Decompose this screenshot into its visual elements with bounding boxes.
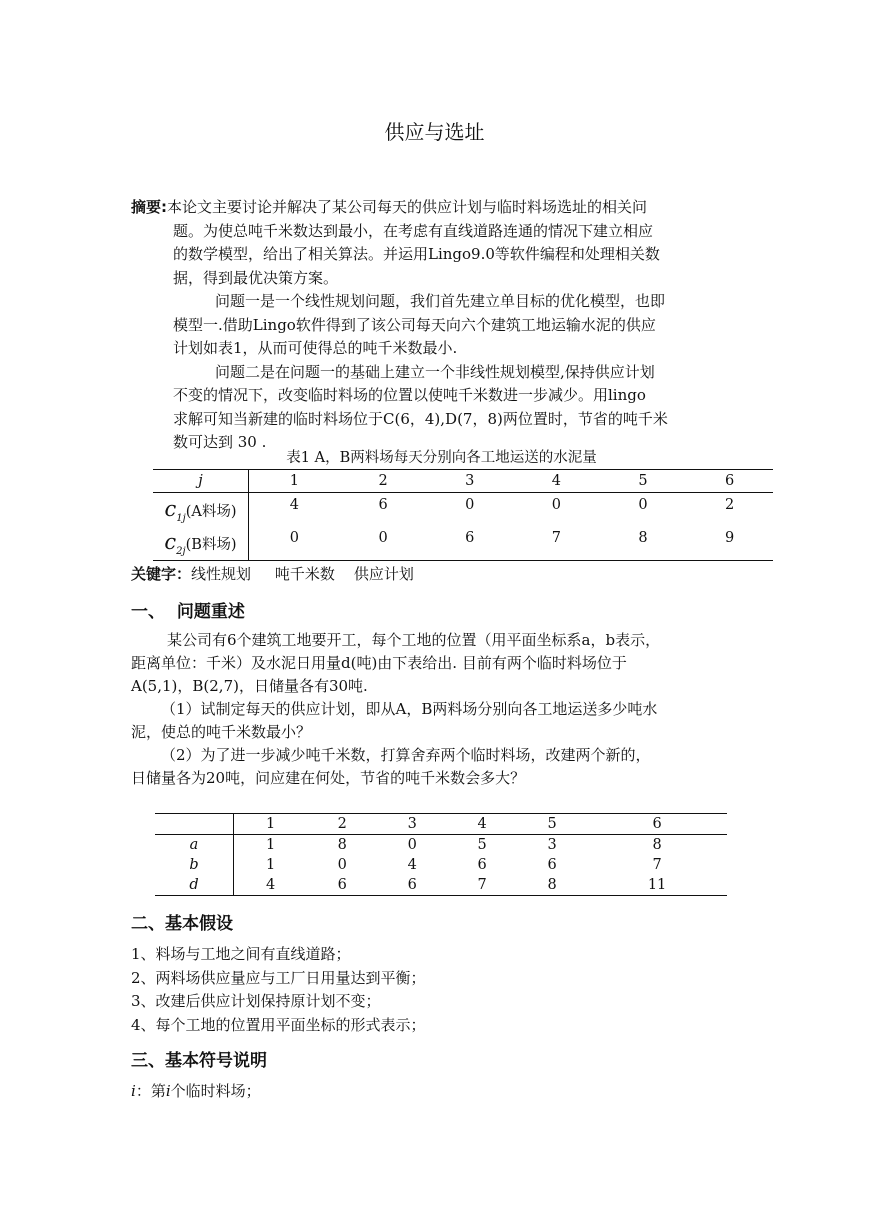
table-row: a 1 8 0 5 3 8 bbox=[155, 835, 727, 856]
table-header-row: j 1 2 3 4 5 6 bbox=[153, 470, 773, 493]
table-row: b 1 0 4 6 6 7 bbox=[155, 855, 727, 875]
abstract-paragraph-3: 问题二是在问题一的基础上建立一个非线性规划模型,保持供应计划 不变的情况下，改变临时料场的位置以使吨千米数进一步减少。用lingo 求解可知当新建的临时料场位于C(6，4),D(7，8)两位置时，节省的吨千米 数可达到 30 . bbox=[173, 362, 668, 451]
section-heading-1: 一、 问题重述 bbox=[131, 602, 245, 622]
section1-body: 某公司有6个建筑工地要开工，每个工地的位置（用平面坐标系a，b表示， 距离单位：千米）及水泥日用量d(吨)由下表给出. 目前有两个临时料场位于 A(5,1)，B(2,7)，日储量各有30吨. （1）试制定每天的供应计划，即从A，B两料场分别向各工地运送多少吨水 泥，使总的吨千米数最小？ （2）为了进一步减少吨千米数，打算舍弃两个临时料场，改建两个新的， 日储量各为20吨，问应建在何处，节省的吨千米数会多大？ bbox=[131, 631, 661, 787]
abstract bbox=[131, 196, 739, 455]
table2-site-data bbox=[155, 813, 727, 896]
page-title: 供应与选址 bbox=[384, 120, 485, 144]
table1-supply-plan bbox=[153, 469, 773, 561]
assumption-list bbox=[131, 943, 426, 1037]
list-item: 3、改建后供应计划保持原计划不变； bbox=[131, 992, 381, 1010]
list-item: 2、两料场供应量应与工厂日用量达到平衡； bbox=[131, 968, 426, 987]
list-item: 1、料场与工地之间有直线道路； bbox=[131, 945, 351, 963]
table1-caption: 表1 A，B两料场每天分别向各工地运送的水泥量 bbox=[286, 450, 597, 466]
section-heading-3: 三、基本符号说明 bbox=[131, 1051, 267, 1071]
symbol-definition: i：第i个临时料场； bbox=[131, 1082, 261, 1100]
abstract-paragraph-2: 问题一是一个线性规划问题，我们首先建立单目标的优化模型，也即 模型一.借助Lingo软件得到了该公司每天向六个建筑工地运输水泥的供应 计划如表1，从而可使得总的吨千米数最小. bbox=[173, 292, 666, 357]
list-item: 4、每个工地的位置用平面坐标的形式表示； bbox=[131, 1015, 426, 1034]
variable-c: $c_{2j}$ bbox=[164, 530, 186, 558]
abstract-paragraph-1: 摘要:本论文主要讨论并解决了某公司每天的供应计划与临时料场选址的相关问 题。为使总吨千米数达到最小，在考虑有直线道路连通的情况下建立相应 的数学模型，给出了相关算法。并运用Lingo9.0等软件编程和处理相关数 据，得到最优决策方案。 bbox=[131, 198, 660, 287]
variable-c: $c_{1j}$ bbox=[164, 497, 186, 525]
keywords: 关键字：线性规划 吨千米数 供应计划 bbox=[131, 565, 414, 583]
table-row: $c_{1j}(A$料场) 4 6 0 0 0 2 bbox=[153, 493, 773, 529]
table-header-row: 1 2 3 4 5 6 bbox=[155, 814, 727, 835]
table-row: d 4 6 6 7 8 11 bbox=[155, 875, 727, 896]
abstract-label: 摘要: bbox=[131, 198, 167, 216]
table-row: $c_{2j}(B$料场) 0 0 6 7 8 9 bbox=[153, 528, 773, 561]
section-heading-2: 二、基本假设 bbox=[131, 914, 233, 934]
